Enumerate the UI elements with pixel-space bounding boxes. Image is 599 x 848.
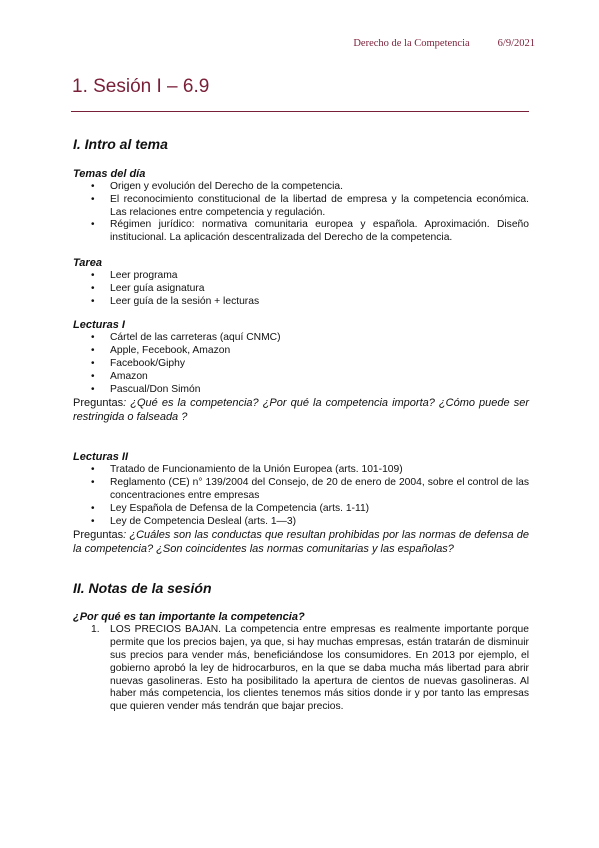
- notas-list: [73, 624, 529, 714]
- bullet-icon: •: [91, 345, 95, 357]
- item-text: LOS PRECIOS BAJAN. La competencia entre empresas es realmente importante porque permite que los precios bajen, ya que, si hay muchas empresas, están tratarán de disminuir sus precios para vender más, beneficiándose los consumidores. En 2013 por ejemplo, el gobierno aprobó la ley de hidrocarburos, en la que se daba mucha más libertad para abrir nuevas gasolineras. Esto ha posibilitado la apertura de cientos de nuevas gasolineras. Al haber más competencia, los clientes tenemos más sitios donde ir y por tanto las empresas que quieren vender más tendrán que bajar precios.: [110, 624, 529, 713]
- bullet-icon: •: [91, 193, 95, 205]
- chapter-title: 1. Sesión I – 6.9: [72, 76, 210, 97]
- bullet-icon: •: [91, 502, 95, 514]
- list-item: • Leer guía asignatura: [91, 282, 205, 294]
- bullet-icon: •: [91, 219, 95, 231]
- list-item: • Pascual/Don Simón: [91, 383, 201, 395]
- list-item: • Apple, Fecebook, Amazon: [91, 345, 231, 357]
- chapter-divider: [71, 111, 529, 112]
- questions-lecturas-2: [73, 528, 529, 556]
- subheading-temas: Temas del día: [73, 168, 146, 180]
- questions-label: Preguntas: [73, 529, 124, 542]
- questions-label: Preguntas: [73, 397, 124, 410]
- bullet-icon: •: [91, 515, 95, 527]
- lecturas-1-list: [73, 332, 529, 396]
- bullet-icon: •: [91, 477, 95, 489]
- list-item: • Leer programa: [91, 269, 178, 281]
- header-course: Derecho de la Competencia: [353, 38, 470, 49]
- subheading-lecturas-2: Lecturas II: [73, 451, 129, 464]
- list-item: • Cártel de las carreteras (aquí CNMC): [91, 332, 281, 344]
- list-item: • Ley Española de Defensa de la Competencia (arts. 1-11): [91, 502, 370, 514]
- bullet-icon: •: [91, 370, 95, 382]
- list-item: • Leer guía de la sesión + lecturas: [91, 295, 260, 307]
- list-item: • Facebook/Giphy: [91, 357, 185, 369]
- bullet-icon: •: [91, 269, 95, 281]
- list-item: • Amazon: [91, 370, 148, 382]
- list-item: • Régimen jurídico: normativa comunitaria europea y española. Aproximación. Diseño institucional. La aplicación descentralizada del Derecho de la competencia.: [91, 219, 529, 244]
- bullet-icon: •: [91, 383, 95, 395]
- list-item: • Ley de Competencia Desleal (arts. 1—3): [91, 515, 297, 527]
- subheading-importancia: ¿Por qué es tan importante la competencia?: [73, 611, 305, 624]
- content: [73, 134, 529, 714]
- questions-text: : ¿Cuáles son las conductas que resultan prohibidas por las normas de defensa de la competencia? ¿Son coincidentes las normas comunitarias y las españolas?: [73, 529, 529, 556]
- list-item: [73, 624, 529, 714]
- list-item: • Reglamento (CE) n° 139/2004 del Consejo, de 20 de enero de 2004, sobre el control de las concentraciones entre empresas: [91, 477, 529, 501]
- bullet-icon: •: [91, 295, 95, 307]
- list-item: • Origen y evolución del Derecho de la competencia.: [91, 181, 343, 192]
- running-header: [353, 38, 535, 49]
- questions-lecturas-1: [73, 396, 529, 424]
- section-title-notas: II. Notas de la sesión: [73, 580, 212, 597]
- header-date: 6/9/2021: [497, 38, 535, 49]
- tarea-list: [73, 270, 529, 308]
- bullet-icon: •: [91, 181, 95, 192]
- list-item: • El reconocimiento constitucional de la libertad de empresa y la competencia económica. Las relaciones entre competencia y regulación.: [91, 193, 529, 218]
- bullet-icon: •: [91, 332, 95, 344]
- list-item: • Tratado de Funcionamiento de la Unión Europea (arts. 101-109): [91, 464, 403, 476]
- questions-text: : ¿Qué es la competencia? ¿Por qué la competencia importa? ¿Cómo puede ser restringida o falseada ?: [73, 397, 529, 424]
- temas-list: [73, 181, 529, 245]
- item-number: 1.: [91, 624, 100, 636]
- bullet-icon: •: [91, 282, 95, 294]
- bullet-icon: •: [91, 357, 95, 369]
- bullet-icon: •: [91, 464, 95, 476]
- section-title-intro: I. Intro al tema: [73, 136, 168, 152]
- lecturas-2-list: [73, 464, 529, 528]
- subheading-tarea: Tarea: [73, 256, 102, 269]
- subheading-lecturas-1: Lecturas I: [73, 319, 125, 332]
